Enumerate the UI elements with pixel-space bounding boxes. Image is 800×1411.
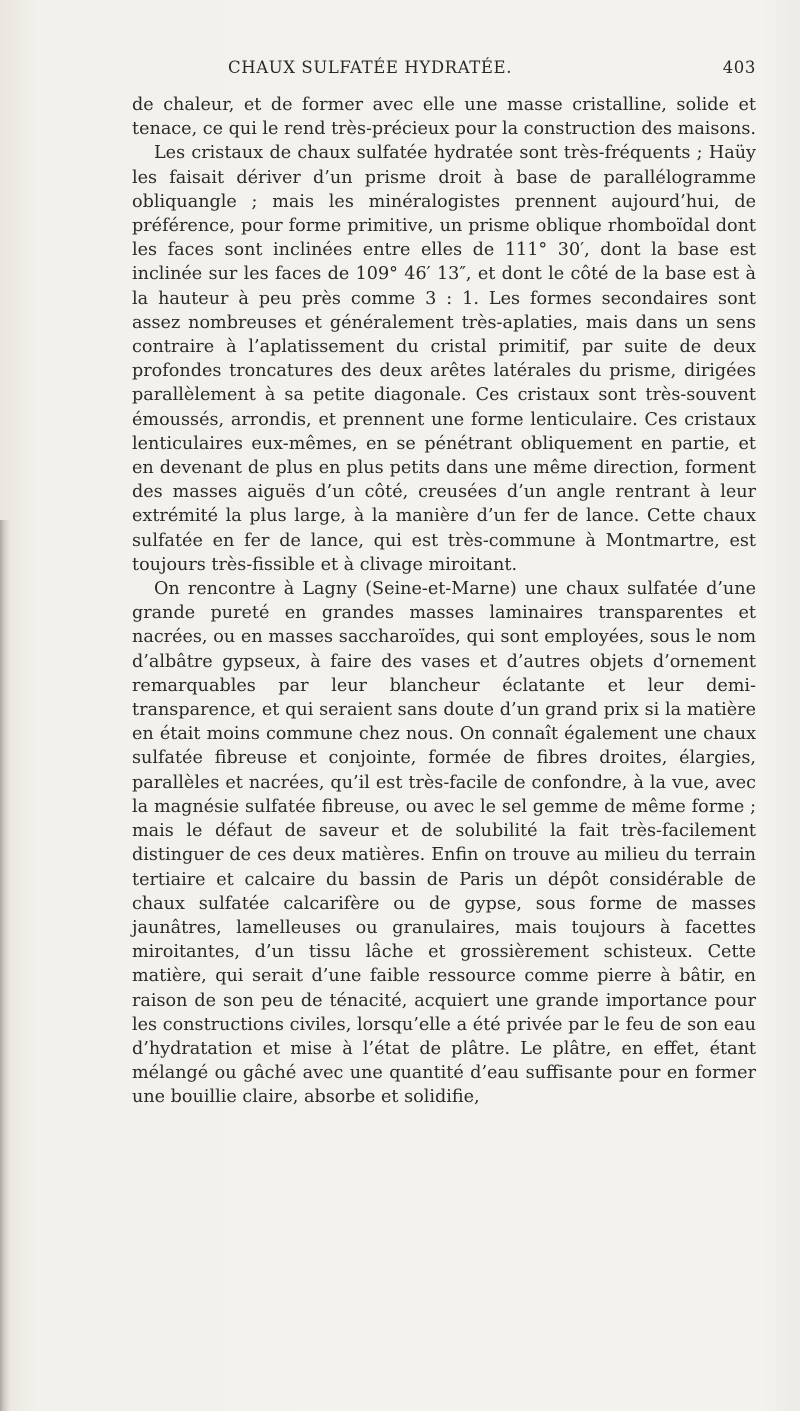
page-header bbox=[132, 58, 756, 84]
page-gutter-shadow bbox=[0, 520, 10, 1411]
running-title: CHAUX SULFATÉE HYDRATÉE. bbox=[228, 58, 513, 77]
page-number: 403 bbox=[722, 58, 756, 77]
paragraph-1: de chaleur, et de former avec elle une masse cristalline, solide et tenace, ce qui le rend très-précieux pour la construction des maisons. bbox=[132, 95, 757, 140]
paragraph-3: On rencontre à Lagny (Seine-et-Marne) une chaux sulfatée d’une grande pureté en grandes masses laminaires transparentes et nacrées, ou en masses saccharoïdes, qui sont employées, sous le nom d’albâtre gypseux, à faire des vases et d’autres objets d’ornement remarquables par leur blancheur éclatante et leur demi-transparence, et qui seraient sans doute d’un grand prix si la matière en était moins commune chez nous. On connaît également une chaux sulfatée fibreuse et conjointe, formée de fibres droites, élargies, parallèles et nacrées, qu’il est très-facile de confondre, à la vue, avec la magnésie sulfatée fibreuse, ou avec le sel gemme de même forme ; mais le défaut de saveur et de solubilité la fait très-facilement distinguer de ces deux matières. Enfin on trouve au milieu du terrain tertiaire et calcaire du bassin de Paris un dépôt considérable de chaux sulfatée calcarifère ou de gypse, sous forme de masses jaunâtres, lamelleuses ou granulaires, mais toujours à facettes miroitantes, d’un tissu lâche et grossièrement schisteux. Cette matière, qui serait d’une faible ressource comme pierre à bâtir, en raison de son peu de ténacité, acquiert une grande importance pour les constructions civiles, lorsqu’elle a été privée par le feu de son eau d’hydratation et mise à l’état de plâtre. Le plâtre, en effet, étant mélangé ou gâché avec une quantité d’eau suffisante pour en former une bouillie claire, absorbe et solidifie, bbox=[132, 579, 756, 1108]
body-text bbox=[132, 93, 756, 1110]
paragraph-2: Les cristaux de chaux sulfatée hydratée sont très-fréquents ; Haüy les faisait dériver d’un prisme droit à base de parallélogramme obliquangle ; mais les minéralogistes prennent aujourd’hui, de préférence, pour forme primitive, un prisme oblique rhomboïdal dont les faces sont inclinées entre elles de 111° 30′, dont la base est inclinée sur les faces de 109° 46′ 13″, et dont le côté de la base est à la hauteur à peu près comme 3 : 1. Les formes secondaires sont assez nombreuses et généralement très-aplaties, mais dans un sens contraire à l’aplatissement du cristal primitif, par suite de deux profondes troncatures des deux arêtes latérales du prisme, dirigées parallèlement à sa petite diagonale. Ces cristaux sont très-souvent émoussés, arrondis, et prennent une forme lenticulaire. Ces cristaux lenticulaires eux-mêmes, en se pénétrant obliquement en partie, et en devenant de plus en plus petits dans une même direction, forment des masses aiguës d’un côté, creusées d’un angle rentrant à leur extrémité la plus large, à la manière d’un fer de lance. Cette chaux sulfatée en fer de lance, qui est très-commune à Montmartre, est toujours très-fissible et à clivage miroitant. bbox=[132, 143, 756, 575]
